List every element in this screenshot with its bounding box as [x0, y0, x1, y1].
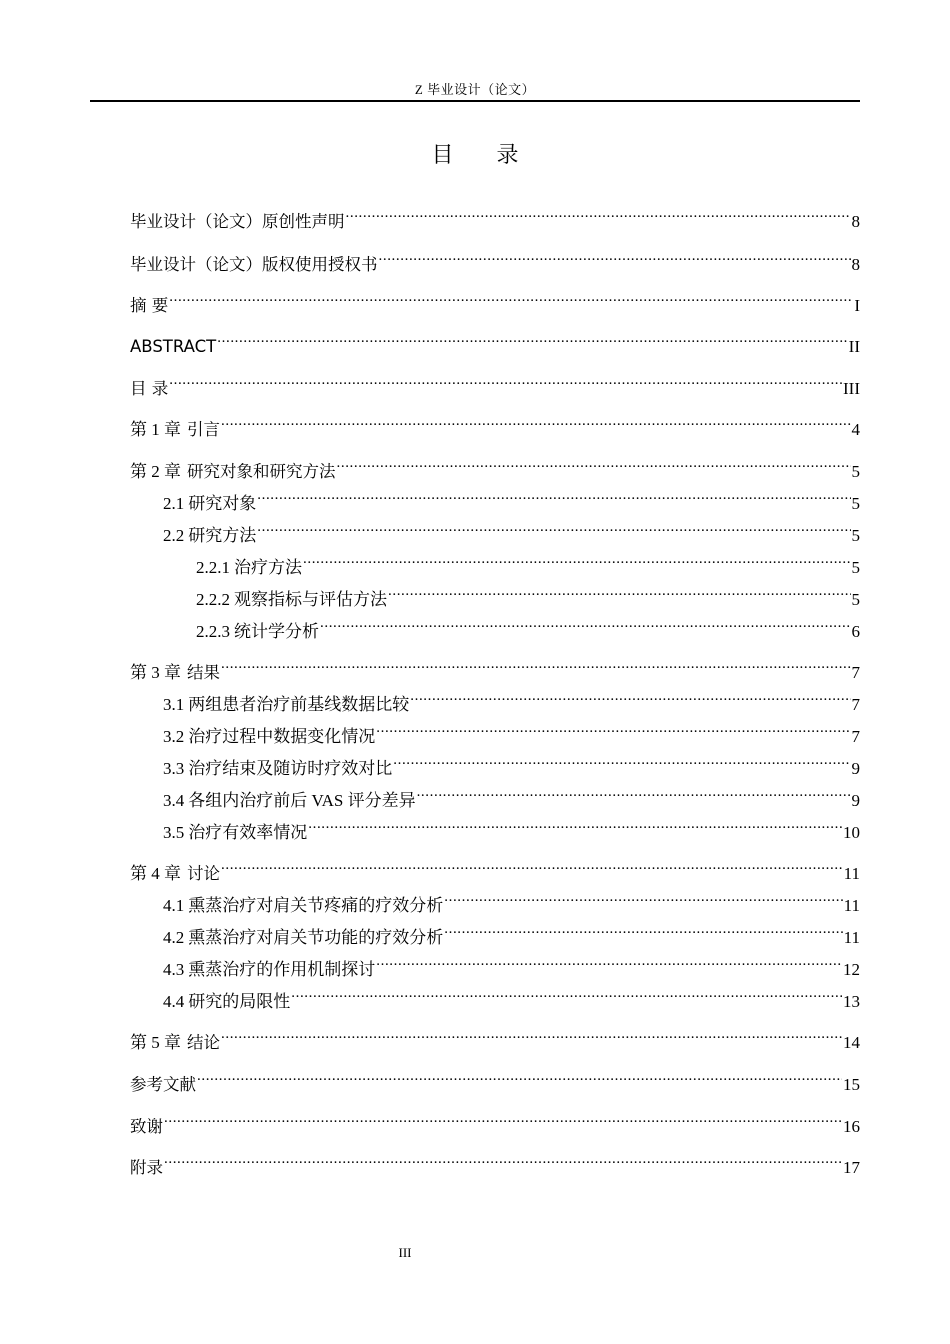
toc-entry-label: 第 4 章 [130, 864, 181, 883]
toc-entry-title: 熏蒸治疗对肩关节功能的疗效分析 [188, 928, 444, 947]
toc-dot-leader [379, 248, 851, 270]
toc-dot-leader [221, 857, 843, 879]
toc-entry[interactable] [130, 1026, 860, 1052]
toc-entry-title: 研究对象 [188, 494, 257, 513]
toc-dot-leader [221, 1026, 842, 1048]
toc-entry[interactable] [130, 372, 860, 398]
toc-entry[interactable] [130, 551, 860, 577]
toc-dot-leader [257, 519, 850, 541]
toc-entry-page: 10 [843, 823, 860, 842]
toc-entry-page: 17 [843, 1158, 860, 1177]
toc-entry-title: 结果 [187, 663, 220, 682]
toc-dot-leader [169, 289, 853, 311]
toc-entry[interactable] [130, 455, 860, 481]
toc-entry[interactable] [130, 720, 860, 746]
toc-entry-title: 熏蒸治疗对肩关节疼痛的疗效分析 [188, 896, 444, 915]
toc-entry[interactable] [130, 889, 860, 915]
toc-dot-leader [221, 656, 851, 678]
toc-entry[interactable] [130, 289, 860, 315]
toc-entry[interactable] [130, 985, 860, 1011]
toc-entry-title: 研究方法 [188, 526, 257, 545]
toc-entry-title: 参考文献 [130, 1075, 196, 1094]
toc-entry[interactable] [130, 205, 860, 231]
toc-entry-title: 熏蒸治疗的作用机制探讨 [188, 960, 376, 979]
toc-entry-page: 7 [851, 727, 860, 746]
toc-entry-title: 附录 [130, 1158, 163, 1177]
toc-dot-leader [320, 615, 851, 637]
toc-entry-label: 3.1 [163, 695, 185, 714]
toc-entry[interactable] [130, 330, 860, 356]
toc-entry-title: 治疗结束及随访时疗效对比 [188, 759, 393, 778]
toc-entry-label: 第 5 章 [130, 1033, 181, 1052]
toc-entry-page: I [854, 296, 860, 315]
toc-dot-leader [417, 784, 851, 806]
toc-dot-leader [169, 372, 842, 394]
toc-entry-page: 15 [843, 1075, 860, 1094]
toc-title: 目 录 [431, 143, 537, 168]
toc-entry-title: 治疗有效率情况 [188, 823, 308, 842]
toc-entry[interactable] [130, 615, 860, 641]
toc-entry-title: 各组内治疗前后 VAS 评分差异 [188, 791, 416, 810]
toc-entry-label: 第 3 章 [130, 663, 181, 682]
toc-entry[interactable] [130, 487, 860, 513]
toc-dot-leader [291, 985, 842, 1007]
toc-entry[interactable] [130, 1110, 860, 1136]
toc-entry[interactable] [130, 953, 860, 979]
toc-entry-page: 9 [851, 759, 860, 778]
toc-entry-page: 9 [851, 791, 860, 810]
toc-entry-title: 结论 [187, 1033, 220, 1052]
toc-dot-leader [388, 583, 851, 605]
toc-entry-label: 3.4 [163, 791, 185, 810]
toc-entry-label: 2.2 [163, 526, 185, 545]
toc-entry-label: 4.2 [163, 928, 185, 947]
toc-entry-title: 毕业设计（论文）原创性声明 [130, 212, 345, 231]
toc-entry-page: III [843, 379, 860, 398]
toc-entry-title: 治疗过程中数据变化情况 [188, 727, 376, 746]
toc-entry-page: 16 [843, 1117, 860, 1136]
toc-entry-label: 2.2.2 [196, 590, 230, 609]
toc-entry-page: 14 [843, 1033, 860, 1052]
toc-dot-leader [444, 921, 842, 943]
toc-entry-label: 4.4 [163, 992, 185, 1011]
toc-entry-title: 治疗方法 [234, 558, 302, 577]
toc-entry-page: 5 [851, 558, 860, 577]
toc-entry-title: 两组患者治疗前基线数据比较 [188, 695, 410, 714]
header-rule [90, 100, 860, 102]
toc-entry-page: 13 [843, 992, 860, 1011]
toc-entry-title: 研究对象和研究方法 [187, 462, 336, 481]
toc-entry-label: 2.1 [163, 494, 185, 513]
toc-dot-leader [444, 889, 842, 911]
toc-entry-label: 2.2.1 [196, 558, 230, 577]
toc-entry[interactable] [130, 583, 860, 609]
toc-dot-leader [197, 1068, 842, 1090]
toc-dot-leader [303, 551, 851, 573]
toc-entry-label: 第 1 章 [130, 420, 181, 439]
toc-dot-leader [410, 688, 850, 710]
toc-dot-leader [221, 413, 851, 435]
toc-entry-title: ABSTRACT [130, 337, 217, 356]
toc-dot-leader [346, 205, 851, 227]
toc-entry-page: 8 [851, 255, 860, 274]
toc-entry-page: 8 [851, 212, 860, 231]
toc-dot-leader [376, 953, 842, 975]
toc-entry[interactable] [130, 752, 860, 778]
toc-entry-page: 5 [851, 462, 860, 481]
footer-page-number: III [398, 1245, 412, 1260]
toc-entry-page: 5 [851, 590, 860, 609]
toc-entry[interactable] [130, 1151, 860, 1177]
toc-entry-page: 4 [851, 420, 860, 439]
toc-entry-title: 讨论 [187, 864, 220, 883]
toc-entry-label: 2.2.3 [196, 622, 230, 641]
toc-dot-leader [308, 816, 842, 838]
toc-entry-title: 摘 要 [130, 296, 169, 315]
toc-entry-label: 3.3 [163, 759, 185, 778]
toc-entry-title: 致谢 [130, 1117, 163, 1136]
toc-dot-leader [164, 1151, 842, 1173]
toc-entry-label: 3.2 [163, 727, 185, 746]
toc-entry[interactable] [130, 248, 860, 274]
toc-entry-page: 11 [843, 928, 860, 947]
toc-entry-page: 11 [843, 896, 860, 915]
toc-entry[interactable] [130, 519, 860, 545]
toc-entry-label: 3.5 [163, 823, 185, 842]
toc-entry-title: 统计学分析 [234, 622, 319, 641]
toc-entry[interactable] [130, 413, 860, 439]
toc-dot-leader [376, 720, 850, 742]
toc-entry-title: 观察指标与评估方法 [234, 590, 387, 609]
toc-dot-leader [217, 330, 847, 352]
toc-entry-page: 5 [851, 494, 860, 513]
toc-entry-title: 目 录 [130, 379, 169, 398]
toc-entry-page: 6 [851, 622, 860, 641]
toc-dot-leader [164, 1110, 842, 1132]
toc-entry[interactable] [130, 816, 860, 842]
toc-entry-label: 4.3 [163, 960, 185, 979]
toc-entry[interactable] [130, 1068, 860, 1094]
toc-entry-page: 11 [843, 864, 860, 883]
toc-entry[interactable] [130, 921, 860, 947]
toc-entry[interactable] [130, 784, 860, 810]
toc-dot-leader [337, 455, 851, 477]
toc-entry-label: 第 2 章 [130, 462, 181, 481]
toc-entry-page: 7 [851, 663, 860, 682]
toc-entry[interactable] [130, 688, 860, 714]
toc-dot-leader [257, 487, 850, 509]
toc-entry[interactable] [130, 857, 860, 883]
toc-entry-title: 引言 [187, 420, 220, 439]
toc-entry-page: 5 [851, 526, 860, 545]
toc-entry[interactable] [130, 656, 860, 682]
toc-entry-title: 研究的局限性 [188, 992, 291, 1011]
toc-entry-label: 4.1 [163, 896, 185, 915]
toc-entry-title: 毕业设计（论文）版权使用授权书 [130, 255, 378, 274]
toc-entry-page: 12 [843, 960, 860, 979]
toc-entry-page: 7 [851, 695, 860, 714]
toc-entry-page: II [848, 337, 860, 356]
toc-dot-leader [393, 752, 850, 774]
running-header: Z 毕业设计（论文） [414, 82, 536, 97]
